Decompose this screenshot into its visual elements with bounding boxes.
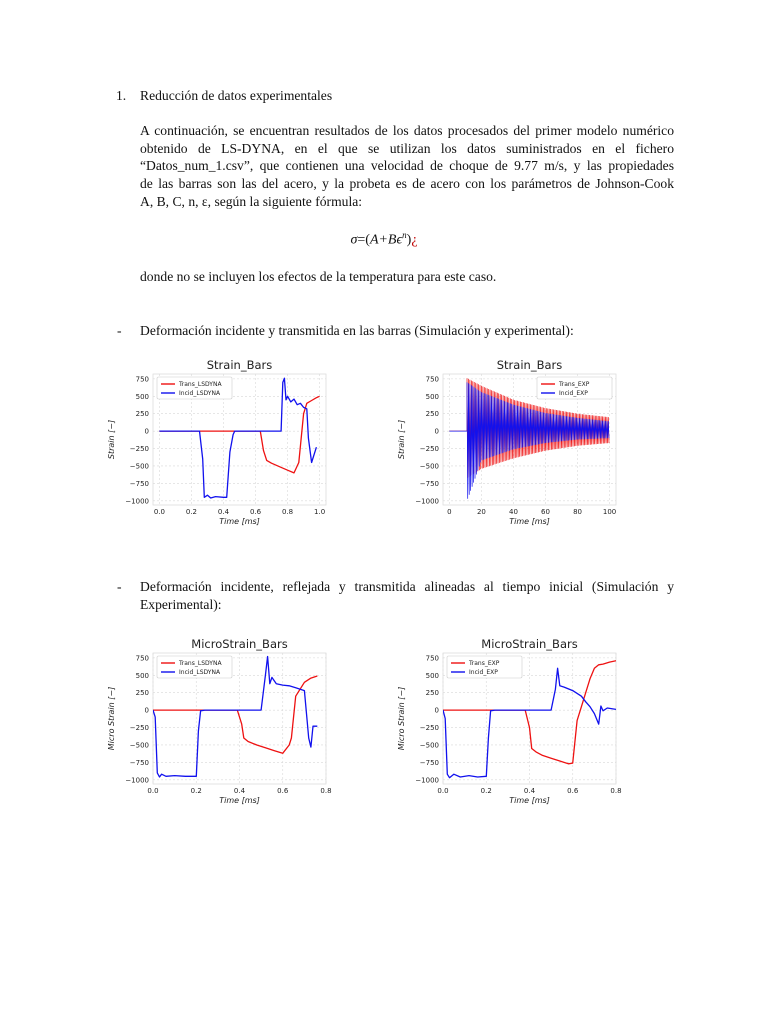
- y-tick-label: 750: [425, 654, 439, 663]
- legend-label: Incid_LSDYNA: [179, 390, 221, 398]
- formula-exponent: n: [402, 230, 407, 240]
- x-axis-label: Time [ms]: [219, 796, 260, 805]
- x-tick-label: 0.0: [153, 508, 165, 516]
- intro-line-5: A, B, C, n, ε, según la siguiente fórmula:: [140, 194, 363, 209]
- y-tick-label: −750: [419, 758, 439, 767]
- y-tick-label: −750: [129, 758, 149, 767]
- bullet-1-text: Deformación incidente y transmitida en las barras (Simulación y experimental):: [140, 323, 574, 338]
- y-tick-label: 0: [144, 706, 149, 715]
- formula-close-paren: ): [406, 232, 412, 248]
- y-tick-label: 750: [135, 654, 149, 663]
- legend-label: Incid_LSDYNA: [179, 669, 221, 677]
- formula-open-paren: (: [365, 232, 370, 248]
- y-tick-label: −1000: [415, 497, 439, 506]
- y-tick-label: −500: [419, 462, 439, 471]
- y-tick-label: 250: [425, 410, 439, 419]
- note-text: donde no se incluyen los efectos de la temperatura para este caso.: [140, 269, 497, 284]
- y-tick-label: 500: [425, 671, 439, 680]
- bullet-2-line-1: Deformación incidente, reflejada y transmitida alineadas al tiempo inicial (Simulación y: [140, 579, 674, 594]
- y-axis-label: Strain [−]: [107, 419, 116, 460]
- legend-label: Incid_EXP: [559, 390, 588, 398]
- x-tick-label: 0.8: [610, 787, 622, 795]
- formula-body: A+Bϵ: [369, 232, 403, 248]
- x-tick-label: 0.0: [147, 787, 159, 795]
- y-tick-label: −1000: [415, 776, 439, 785]
- chart-title: Strain_Bars: [496, 358, 563, 372]
- section-number: 1.: [116, 88, 127, 103]
- y-tick-label: 250: [135, 410, 149, 419]
- chart-microstrain-bars-lsdyna: [100, 634, 330, 809]
- formula-eq: =: [357, 232, 366, 248]
- y-tick-label: −250: [419, 445, 439, 454]
- y-axis-label: Micro Strain [−]: [107, 686, 116, 751]
- legend-label: Trans_EXP: [559, 381, 590, 389]
- bullet-1-dash: -: [117, 323, 122, 338]
- x-tick-label: 0: [447, 508, 452, 516]
- x-tick-label: 0.4: [233, 787, 246, 795]
- y-tick-label: 0: [434, 427, 439, 436]
- x-tick-label: 0.8: [281, 508, 294, 516]
- intro-line-3: “Datos_num_1.csv”, que contienen una velocidad de choque de 9.77 m/s, y las propiedades: [140, 158, 674, 173]
- y-tick-label: −1000: [125, 776, 149, 785]
- chart-title: Strain_Bars: [206, 358, 273, 372]
- intro-line-2: obtenido de LS-DYNA, en el que se utilizan los datos suministrados en el fichero: [140, 141, 674, 156]
- y-axis-label: Strain [−]: [397, 419, 406, 460]
- x-tick-label: 0.0: [437, 787, 449, 795]
- x-tick-label: 0.4: [217, 508, 230, 516]
- y-tick-label: 500: [425, 392, 439, 401]
- y-tick-label: 0: [144, 427, 149, 436]
- intro-line-1: A continuación, se encuentran resultados de los datos procesados del primer modelo numérico: [140, 123, 674, 138]
- x-axis-label: Time [ms]: [219, 517, 260, 526]
- x-tick-label: 80: [573, 508, 583, 516]
- x-tick-label: 60: [541, 508, 550, 516]
- johnson-cook-formula: [0, 230, 768, 249]
- chart-strain-bars-lsdyna: [100, 355, 330, 530]
- y-tick-label: 250: [425, 689, 439, 698]
- chart-title: MicroStrain_Bars: [481, 637, 578, 651]
- legend-label: Incid_EXP: [469, 669, 498, 677]
- y-tick-label: 750: [135, 375, 149, 384]
- bullet-2-line-2: Experimental):: [140, 597, 222, 612]
- bullet-2-dash: -: [117, 579, 122, 594]
- legend-label: Trans_EXP: [469, 660, 500, 668]
- x-axis-label: Time [ms]: [509, 517, 550, 526]
- x-tick-label: 0.8: [320, 787, 332, 795]
- y-tick-label: −500: [129, 741, 149, 750]
- formula-lhs: σ: [350, 232, 358, 248]
- x-tick-label: 0.6: [567, 787, 579, 795]
- y-tick-label: −500: [419, 741, 439, 750]
- y-tick-label: −750: [129, 479, 149, 488]
- x-tick-label: 100: [602, 508, 617, 516]
- formula-tail: ¿: [411, 232, 418, 248]
- x-tick-label: 1.0: [314, 508, 326, 516]
- y-tick-label: −750: [419, 479, 439, 488]
- y-tick-label: −250: [419, 724, 439, 733]
- x-tick-label: 0.6: [277, 787, 289, 795]
- chart-microstrain-bars-exp: [390, 634, 620, 809]
- y-tick-label: 500: [135, 392, 149, 401]
- chart-strain-bars-exp: [390, 355, 620, 530]
- y-tick-label: 500: [135, 671, 149, 680]
- x-axis-label: Time [ms]: [509, 796, 550, 805]
- y-axis-label: Micro Strain [−]: [397, 686, 406, 751]
- intro-line-4: de las barras son las del acero, y la probeta es de acero con los parámetros de Johnson-Cook: [140, 176, 674, 191]
- y-tick-label: −250: [129, 724, 149, 733]
- legend-label: Trans_LSDYNA: [179, 381, 222, 389]
- chart-title: MicroStrain_Bars: [191, 637, 288, 651]
- x-tick-label: 0.2: [185, 508, 198, 516]
- x-tick-label: 40: [509, 508, 518, 516]
- y-tick-label: −250: [129, 445, 149, 454]
- y-tick-label: −1000: [125, 497, 149, 506]
- y-tick-label: 0: [434, 706, 439, 715]
- x-tick-label: 0.2: [480, 787, 492, 795]
- x-tick-label: 0.6: [249, 508, 262, 516]
- x-tick-label: 0.2: [190, 787, 202, 795]
- y-tick-label: 750: [425, 375, 439, 384]
- y-tick-label: −500: [129, 462, 149, 471]
- y-tick-label: 250: [135, 689, 149, 698]
- x-tick-label: 0.4: [523, 787, 536, 795]
- legend-label: Trans_LSDYNA: [179, 660, 222, 668]
- section-title: Reducción de datos experimentales: [140, 88, 333, 103]
- x-tick-label: 20: [476, 508, 486, 516]
